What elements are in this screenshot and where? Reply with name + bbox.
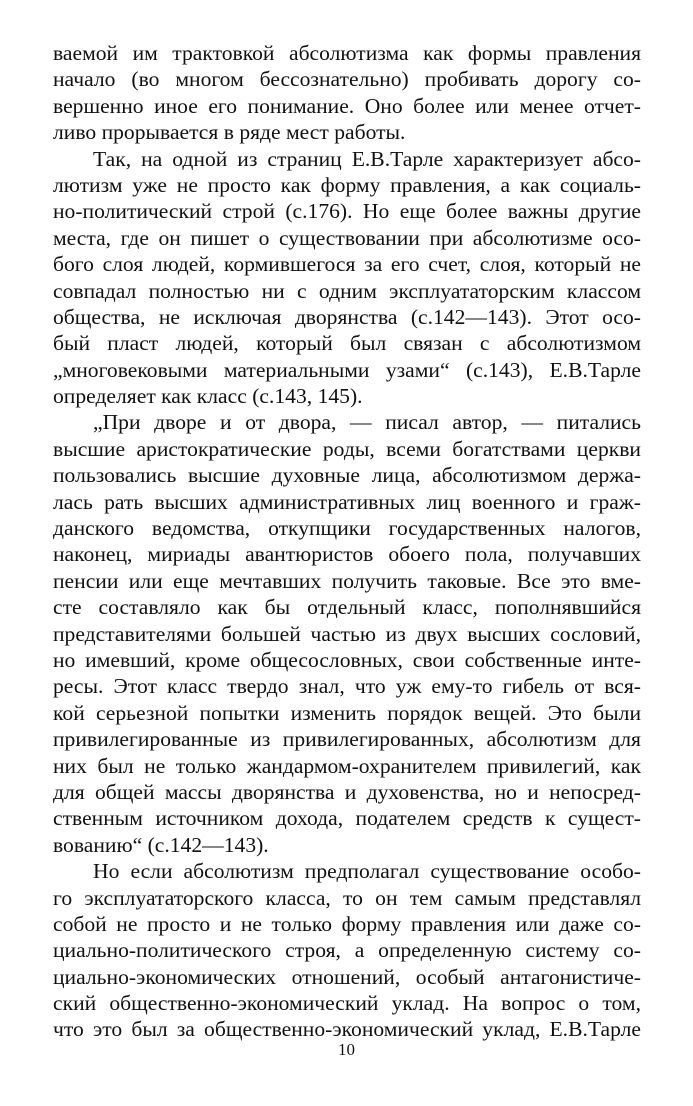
text-line: определяет как класс (с.143, 145). <box>53 384 363 409</box>
text-line: общества, не исключая дворянства (с.142—143). Этот осо- <box>53 304 641 329</box>
text-line: ский общественно-экономический уклад. На вопрос о том, <box>53 991 641 1016</box>
text-line: пользовались высшие духовные лица, абсолютизмом держа- <box>53 463 641 488</box>
text-line: циально-экономических отношений, особый антагонистиче- <box>53 964 641 989</box>
text-line: Но если абсолютизм предполагал существование особо- <box>93 859 641 884</box>
text-line: них был не только жандармом-охранителем привилегий, как <box>53 753 641 778</box>
paragraph <box>53 858 641 1043</box>
text-line: Так, на одной из страниц Е.В.Тарле характеризует абсо- <box>93 146 641 171</box>
text-line: но имевший, кроме общесословных, свои собственные инте- <box>53 647 641 672</box>
text-line: ваемой им трактовкой абсолютизма как формы правления <box>53 41 641 65</box>
text-line: циально-политического строя, а определенную систему со- <box>53 938 641 963</box>
text-line: „многовековыми материальными узами“ (с.143), Е.В.Тарле <box>53 357 641 382</box>
text-line: лась рать высших административных лиц военного и граж- <box>53 489 641 514</box>
text-line: бого слоя людей, кормившегося за его счет, слоя, который не <box>53 252 641 277</box>
text-line: сте составляло как бы отдельный класс, пополнявшийся <box>53 595 641 620</box>
body-text <box>53 40 641 1043</box>
text-line: ственным источником дохода, подателем средств к сущест- <box>53 806 641 831</box>
text-line: пенсии или еще мечтавших получить таковые. Все это вме- <box>53 568 641 593</box>
paragraph <box>53 40 641 146</box>
text-line: „При дворе и от двора, — писал автор, — питались <box>93 410 641 435</box>
text-line: совпадал полностью ни с одним эксплуататорским классом <box>53 278 641 303</box>
text-line: привилегированные из привилегированных, абсолютизм для <box>53 727 641 752</box>
text-line: вованию“ (с.142—143). <box>53 832 269 857</box>
text-line: места, где он пишет о существовании при абсолютизме осо- <box>53 225 641 250</box>
text-line: высшие аристократические роды, всеми богатствами церкви <box>53 436 641 461</box>
text-line: вершенно иное его понимание. Оно более или менее отчет- <box>53 93 641 118</box>
text-line: ливо прорывается в ряде мест работы. <box>53 120 406 145</box>
paragraph <box>53 409 641 858</box>
text-line: кой серьезной попытки изменить порядок вещей. Это были <box>53 700 641 725</box>
text-line: начало (во многом бессознательно) пробивать дорогу со- <box>53 67 641 92</box>
text-line: лютизм уже не просто как форму правления, а как социаль- <box>53 172 641 197</box>
text-line: представителями большей частью из двух высших сословий, <box>53 621 641 646</box>
text-line: для общей массы дворянства и духовенства, но и непосред- <box>53 779 641 804</box>
text-line: го эксплуататорского класса, то он тем самым представлял <box>53 885 641 910</box>
text-line: но-политический строй (с.176). Но еще более важны другие <box>53 199 641 224</box>
text-line: бый пласт людей, который был связан с абсолютизмом <box>53 331 641 356</box>
text-line: данского ведомства, откупщики государственных налогов, <box>53 516 641 541</box>
text-line: ресы. Этот класс твердо знал, что уж ему-то гибель от вся- <box>53 674 641 699</box>
text-line: что это был за общественно-экономический уклад, Е.В.Тарле <box>53 1017 641 1042</box>
paragraph <box>53 146 641 410</box>
page-number: 10 <box>338 1040 355 1059</box>
text-line: наконец, мириады авантюристов обоего пола, получавших <box>53 542 641 567</box>
text-line: собой не просто и не только форму правления или даже со- <box>53 911 641 936</box>
